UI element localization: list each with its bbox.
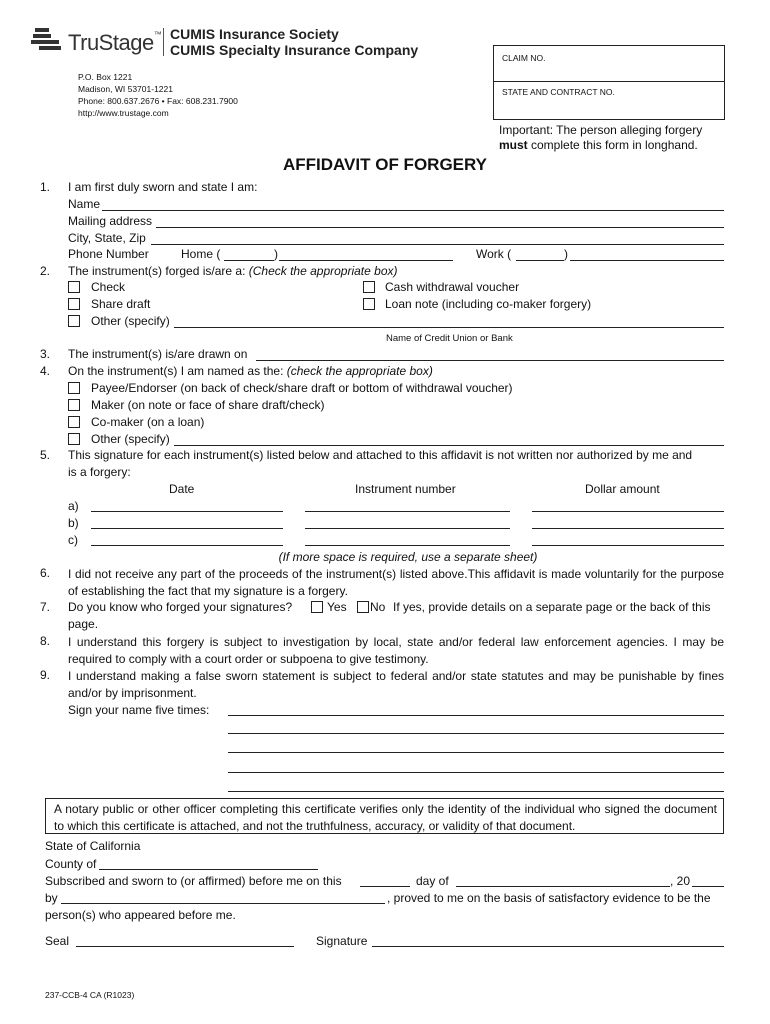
claim-no-label: CLAIM NO.: [502, 53, 546, 63]
seal-field[interactable]: [76, 946, 294, 947]
amount-header: Dollar amount: [585, 482, 660, 496]
proved-text: , proved to me on the basis of satisfactory evidence to be the: [387, 891, 711, 905]
city-label: City, State, Zip: [68, 231, 146, 245]
item-number: 2.: [39, 264, 50, 278]
mailing-label: Mailing address: [68, 214, 153, 228]
loan-note-checkbox[interactable]: [363, 298, 375, 310]
name-label: Name: [68, 197, 101, 211]
row-label: c): [68, 533, 78, 547]
year-field[interactable]: [692, 886, 724, 887]
year-label: , 20: [670, 874, 691, 888]
item-number: 4.: [39, 364, 50, 378]
payee-checkbox[interactable]: [68, 382, 80, 394]
paren-close: ): [564, 247, 568, 261]
item-number: 5.: [39, 448, 50, 462]
important-note: Important: The person alleging forgery must complete this form in longhand.: [499, 123, 703, 152]
county-label: County of: [45, 857, 97, 871]
form-code: 237-CCB-4 CA (R1023): [45, 990, 135, 1000]
cash-voucher-checkbox[interactable]: [363, 281, 375, 293]
item-number: 3.: [39, 347, 50, 361]
signature-line-4[interactable]: [228, 772, 724, 773]
home-phone-field[interactable]: [279, 260, 453, 261]
work-phone-field[interactable]: [570, 260, 724, 261]
work-label: Work (: [476, 247, 512, 261]
page-title: AFFIDAVIT OF FORGERY: [283, 155, 487, 174]
section7-text: Do you know who forged your signatures?: [68, 600, 293, 614]
amount-field-b[interactable]: [532, 528, 724, 529]
logo-text: TruStage™: [68, 30, 162, 55]
signature-line-1[interactable]: [228, 715, 724, 716]
section1-text: I am first duly sworn and state I am:: [68, 180, 258, 194]
section9-text: I understand making a false sworn statement is subject to federal and/or state statutes and may be punishable by fines and/or by imprisonment.: [68, 669, 724, 700]
work-area-field[interactable]: [516, 260, 564, 261]
share-draft-label: Share draft: [91, 297, 151, 311]
no-checkbox[interactable]: [357, 601, 369, 613]
logo-divider: [163, 28, 164, 56]
other-role-field[interactable]: [174, 445, 724, 446]
instrument-header: Instrument number: [355, 482, 456, 496]
item-number: 6.: [39, 566, 50, 580]
name-field[interactable]: [102, 210, 724, 211]
day-of-label: day of: [416, 874, 449, 888]
loan-note-label: Loan note (including co-maker forgery): [385, 297, 592, 311]
notary-disclaimer-text: A notary public or other officer completing this certificate verifies only the identity of the individual who signed the document to which this certificate is attached, and not the truthfulness, accuracy, or validity of that document.: [54, 802, 717, 833]
instrument-field-c[interactable]: [305, 545, 510, 546]
item-number: 9.: [39, 668, 50, 682]
date-field-a[interactable]: [91, 511, 283, 512]
state-line: State of California: [45, 839, 141, 853]
signature-label: Signature: [316, 934, 368, 948]
section6-text: I did not receive any part of the proceeds of the instrument(s) listed above.This affidavit is made voluntarily for the purpose of establishing the fact that my signature is a forgery.: [68, 567, 724, 598]
mailing-field[interactable]: [156, 227, 724, 228]
item-number: 8.: [39, 634, 50, 648]
separate-sheet-note: (If more space is required, use a separate sheet): [278, 550, 538, 564]
company-name-1: CUMIS Insurance Society: [170, 26, 339, 42]
maker-checkbox[interactable]: [68, 399, 80, 411]
signature-line-3[interactable]: [228, 752, 724, 753]
amount-field-c[interactable]: [532, 545, 724, 546]
section3-text: The instrument(s) is/are drawn on: [68, 347, 248, 361]
trustage-logo-icon: [31, 28, 65, 54]
maker-label: Maker (on note or face of share draft/check): [91, 398, 325, 412]
notary-disclaimer-box: [45, 798, 724, 834]
row-label: a): [68, 499, 79, 513]
section8-text: I understand this forgery is subject to investigation by local, state and/or federal law enforcement agencies. I may be required to comply with a court order or subpoena to give testimony.: [68, 635, 724, 666]
other-role-label: Other (specify): [91, 432, 170, 446]
subscribed-text: Subscribed and sworn to (or affirmed) before me on this: [45, 874, 342, 888]
date-field-b[interactable]: [91, 528, 283, 529]
other-role-checkbox[interactable]: [68, 433, 80, 445]
paren-close: ): [274, 247, 278, 261]
date-header: Date: [169, 482, 195, 496]
cash-voucher-label: Cash withdrawal voucher: [385, 280, 520, 294]
day-field[interactable]: [360, 886, 410, 887]
by-field[interactable]: [61, 903, 385, 904]
sign-label: Sign your name five times:: [68, 703, 210, 717]
other-checkbox[interactable]: [68, 315, 80, 327]
state-contract-label: STATE AND CONTRACT NO.: [502, 87, 615, 97]
section4-text: On the instrument(s) I am named as the: (check the appropriate box): [68, 364, 433, 378]
comaker-label: Co-maker (on a loan): [91, 415, 205, 429]
section5-text-1: This signature for each instrument(s) listed below and attached to this affidavit is not written nor authorized by me and: [68, 448, 693, 462]
persons-text: person(s) who appeared before me.: [45, 908, 236, 922]
other-specify-field[interactable]: [174, 327, 724, 328]
amount-field-a[interactable]: [532, 511, 724, 512]
phone-label: Phone Number: [68, 247, 149, 261]
comaker-checkbox[interactable]: [68, 416, 80, 428]
home-area-field[interactable]: [224, 260, 274, 261]
month-field[interactable]: [456, 886, 670, 887]
no-label: No: [370, 600, 386, 614]
other-label: Other (specify): [91, 314, 170, 328]
share-draft-checkbox[interactable]: [68, 298, 80, 310]
claim-box: [493, 45, 725, 120]
instrument-field-b[interactable]: [305, 528, 510, 529]
notary-signature-field[interactable]: [372, 946, 724, 947]
instrument-field-a[interactable]: [305, 511, 510, 512]
yes-checkbox[interactable]: [311, 601, 323, 613]
yes-label: Yes: [327, 600, 347, 614]
payee-label: Payee/Endorser (on back of check/share draft or bottom of withdrawal voucher): [91, 381, 513, 395]
credit-union-caption: Name of Credit Union or Bank: [386, 333, 513, 344]
drawn-on-field[interactable]: [256, 360, 724, 361]
section2-text: The instrument(s) forged is/are a: (Check the appropriate box): [68, 264, 398, 278]
section7-details: If yes, provide details on a separate page or the back of this: [393, 600, 711, 614]
signature-line-5[interactable]: [228, 791, 724, 792]
date-field-c[interactable]: [91, 545, 283, 546]
city-field[interactable]: [151, 244, 724, 245]
row-label: b): [68, 516, 79, 530]
check-checkbox[interactable]: [68, 281, 80, 293]
county-field[interactable]: [99, 869, 318, 870]
by-label: by: [45, 891, 58, 905]
company-name-2: CUMIS Specialty Insurance Company: [170, 42, 419, 58]
item-number: 7.: [39, 600, 50, 614]
seal-label: Seal: [45, 934, 70, 948]
item-number: 1.: [39, 180, 50, 194]
section5-text-2: is a forgery:: [68, 465, 131, 479]
section7-page: page.: [68, 617, 99, 631]
signature-line-2[interactable]: [228, 733, 724, 734]
address-block: P.O. Box 1221 Madison, WI 53701-1221 Phone: 800.637.2676 • Fax: 608.231.7900 http://www.trustage.com: [78, 72, 238, 118]
check-label: Check: [91, 280, 126, 294]
home-label: Home (: [181, 247, 221, 261]
